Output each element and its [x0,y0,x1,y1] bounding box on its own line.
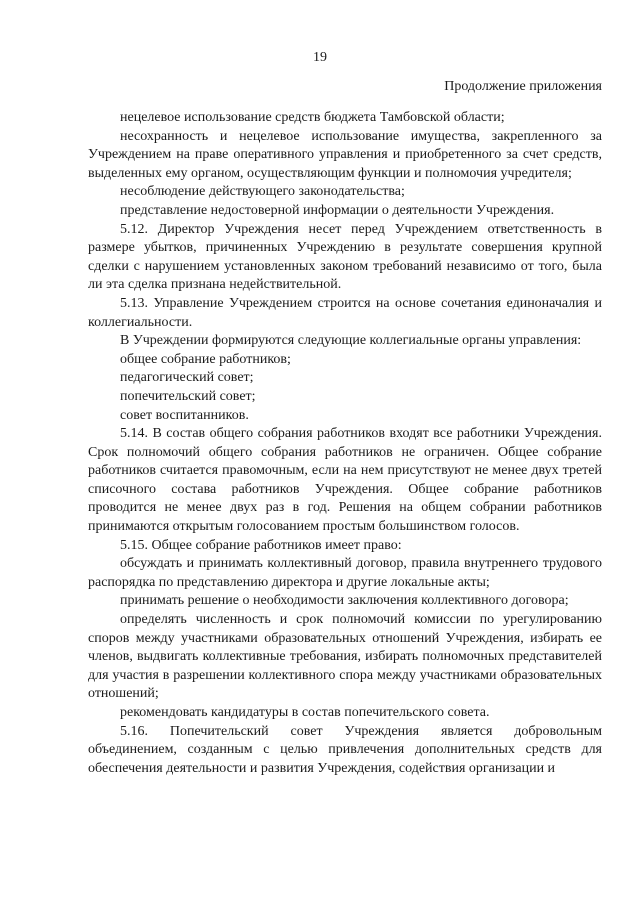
page-number: 19 [313,50,327,65]
paragraph-collective-agreement: обсуждать и принимать коллективный договор, правила внутреннего трудового распорядка по представлению директора и другие локальные акты; [88,556,602,590]
paragraph-collegial-bodies: В Учреждении формируются следующие коллегиальные органы управления: [120,333,582,349]
paragraph-disputes-commission: определять численность и срок полномочий комиссии по урегулированию споров между участниками образовательных отношений Учреждения, избирать ее членов, выдвигать коллективные требования, избирать полномочных представителей для участия в разрешении коллективного спора между участниками образовательных отношений; [88,612,602,702]
list-item-pedagogical-council: педагогический совет; [120,370,254,386]
appendix-continuation-note: Продолжение приложения [444,79,602,94]
paragraph-property-misuse: несохранность и нецелевое использование имущества, закрепленного за Учреждением на праве оперативного управления и приобретенного за счет средств, выделенных ему органом, осуществляющим функции и полномочия учредителя; [88,128,602,181]
paragraph-budget-misuse: нецелевое использование средств бюджета Тамбовской области; [120,110,505,125]
paragraph-5-15: 5.15. Общее собрание работников имеет право: [120,537,402,553]
paragraph-false-information: представление недостоверной информации о деятельности Учреждения. [120,202,555,218]
paragraph-law-noncompliance: несоблюдение действующего законодательства; [120,184,405,200]
paragraph-recommend-candidates: рекомендовать кандидатуры в состав попечительского совета. [120,705,490,720]
paragraph-5-12: 5.12. Директор Учреждения несет перед Учреждением ответственность в размере убытков, причиненных Учреждению в результате совершения крупной сделки с нарушением установленных законом требований независимо от того, была ли эта сделка признана недействительной. [88,221,602,293]
paragraph-5-16: 5.16. Попечительский совет Учреждения является добровольным объединением, созданным с целью привлечения дополнительных средств для обеспечения деятельности и развития Учреждения, содействия организации и [88,723,602,776]
list-item-general-meeting: общее собрание работников; [120,351,291,367]
list-item-pupils-council: совет воспитанников. [120,407,249,423]
list-item-board-of-trustees: попечительский совет; [120,388,256,404]
paragraph-5-14: 5.14. В состав общего собрания работников входят все работники Учреждения. Срок полномочий общего собрания работников не ограничен. Общее собрание работников считается правомочным, если на нем присутствуют не менее двух третей списочного состава работников Учреждения. Общее собрание работников проводится не менее двух раз в год. Решения на общем собрании работников принимаются открытым голосованием простым большинством голосов. [88,426,602,535]
paragraph-agreement-decision: принимать решение о необходимости заключения коллективного договора; [120,593,569,609]
paragraph-5-13: 5.13. Управление Учреждением строится на основе сочетания единоначалия и коллегиальности. [88,295,602,330]
document-body [88,109,602,778]
